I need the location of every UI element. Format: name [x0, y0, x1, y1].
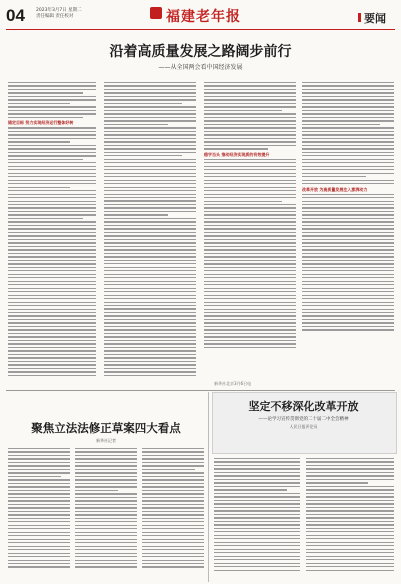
third-byline: 人民日报评论员	[289, 424, 318, 429]
issue-meta	[36, 8, 82, 20]
section-label: 要闻	[364, 12, 386, 25]
page-number: 04	[6, 6, 25, 25]
second-article-column-3	[142, 448, 204, 580]
main-subtitle-1: 锚定目标 努力实现经济运行整体好转	[8, 120, 74, 126]
section-marker	[358, 13, 361, 22]
masthead-logo-icon	[150, 7, 162, 19]
third-article-column-2	[306, 458, 394, 580]
section-divider	[6, 390, 395, 391]
second-headline: 聚焦立法法修正草案四大看点	[31, 421, 181, 435]
issue-date: 2023年3月7日 星期二	[36, 8, 82, 13]
second-byline: 新华社记者	[96, 438, 116, 443]
main-article-column-2	[104, 82, 196, 378]
third-subhead: ——论学习宣传贯彻党的二十届二中全会精神	[258, 417, 349, 422]
header-rule	[6, 29, 395, 30]
third-headline: 坚定不移深化改革开放	[248, 400, 359, 413]
column-divider	[208, 392, 209, 582]
second-article-column-2	[75, 448, 137, 580]
masthead-title: 福建老年报	[166, 9, 241, 25]
second-article-column-1	[8, 448, 70, 580]
third-article-column-1	[214, 458, 300, 580]
main-subhead: ——从全国两会看中国经济发展	[158, 64, 243, 71]
editor-line: 责任编辑 责任校对	[36, 14, 74, 19]
main-headline: 沿着高质量发展之路阔步前行	[109, 44, 292, 60]
main-subtitle-2: 稳字当头 推动经济实现质的有效提升	[204, 151, 270, 157]
main-article-column-1	[8, 82, 96, 378]
main-subtitle-3: 改革开放 为高质量发展注入澎湃动力	[302, 186, 368, 192]
main-article-credit: 新华社北京3月6日电	[214, 381, 252, 386]
main-article-column-4	[302, 82, 394, 378]
main-article-column-3	[204, 82, 296, 378]
